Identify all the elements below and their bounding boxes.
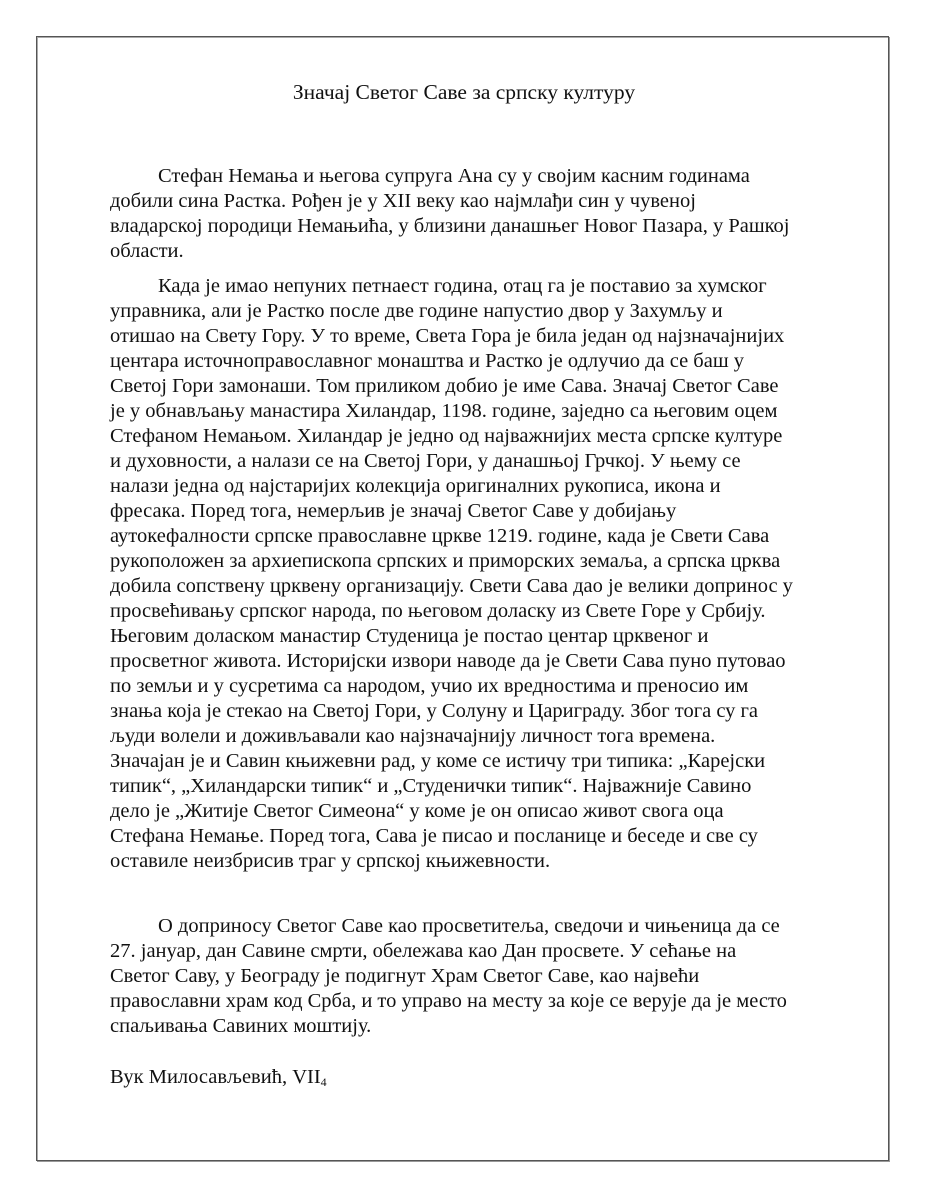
text-line: типик“, „Хиландарски типик“ и „Студенички типик“. Најважније Савино	[110, 775, 752, 797]
text-line: православни храм код Срба, и то управо на месту за које се верује да је место	[110, 990, 787, 1012]
text-line: Светог Саву, у Београду је подигнут Храм Светог Саве, као највећи	[110, 965, 700, 987]
text-line: спаљивања Савиних моштију.	[110, 1015, 372, 1037]
text-line: добили сина Растка. Рођен је у XII веку као најмлађи син у чувеној	[110, 190, 696, 212]
text-line: по земљи и у сусретима са народом, учио их вредностима и преносио им	[110, 675, 749, 697]
text-line: Стефана Немање. Поред тога, Сава је писао и посланице и беседе и све су	[110, 825, 758, 847]
text-line: знања која је стекао на Светој Гори, у Солуну и Цариграду. Због тога су га	[110, 700, 759, 722]
paragraph-2	[110, 274, 818, 874]
text-line: рукоположен за архиепископа српских и приморских земаља, а српска црква	[110, 550, 781, 572]
text-line: Његовим доласком манастир Студеница је постао центар црквеног и	[110, 625, 709, 647]
text-line: налази једна од најстаријих колекција оригиналних рукописа, икона и	[110, 475, 721, 497]
text-line: центара источноправославног монаштва и Растко је одлучио да се баш у	[110, 350, 744, 372]
text-line: области.	[110, 240, 184, 262]
text-line: просветног живота. Историјски извори наводе да је Свети Сава пуно путовао	[110, 650, 786, 672]
text-line: владарској породици Немањића, у близини данашњег Новог Пазара, у Рашкој	[110, 215, 790, 237]
text-line: аутокефалности српске православне цркве 1219. године, када је Свети Сава	[110, 525, 770, 547]
text-line: дело је „Житије Светог Симеона“ у коме је он описао живот свога оца	[110, 800, 724, 822]
text-line: и духовности, а налази се на Светој Гори, у данашњој Грчкој. У њему се	[110, 450, 741, 472]
paragraph-3	[110, 914, 818, 1039]
text-line: Када је имао непуних петнаест година, отац га је поставио за хумског	[158, 275, 767, 297]
author-signature	[110, 1065, 327, 1095]
text-line: Светој Гори замонаши. Том приликом добио је име Сава. Значај Светог Саве	[110, 375, 779, 397]
author-name: Вук Милосављевић, VII	[110, 1066, 321, 1088]
text-line: просвећивању српског народа, по његовом доласку из Свете Горе у Србију.	[110, 600, 766, 622]
text-line: Стефан Немања и његова супруга Ана су у својим касним годинама	[158, 165, 750, 187]
text-line: је у обнављању манастира Хиландар, 1198. године, заједно са његовим оцем	[110, 400, 778, 422]
text-line: оставиле неизбрисив траг у српској књижевности.	[110, 850, 551, 872]
text-line: О доприносу Светог Саве као просветитеља, сведочи и чињеница да се	[158, 915, 780, 937]
text-line: добила сопствену црквену организацију. Свети Сава дао је велики допринос у	[110, 575, 793, 597]
text-line: отишао на Свету Гору. У то време, Света Гора је била један од најзначајнијих	[110, 325, 785, 347]
paragraph-1	[110, 164, 818, 264]
text-line: Стефаном Немањом. Хиландар је једно од најважнијих места српске културе	[110, 425, 783, 447]
text-line: Значајан је и Савин књижевни рад, у коме се истичу три типика: „Карејски	[110, 750, 766, 772]
class-subscript: 4	[320, 1075, 327, 1089]
text-line: 27. јануар, дан Савине смрти, обележава као Дан просвете. У сећање на	[110, 940, 737, 962]
text-line: управника, али је Растко после две године напустио двор у Захумљу и	[110, 300, 723, 322]
text-line: фресака. Поред тога, немерљив је значај Светог Саве у добијању	[110, 500, 677, 522]
document-title: Значај Светог Саве за српску културу	[292, 80, 636, 104]
text-line: људи волели и доживљавали као најзначајнију личност тога времена.	[110, 725, 716, 747]
